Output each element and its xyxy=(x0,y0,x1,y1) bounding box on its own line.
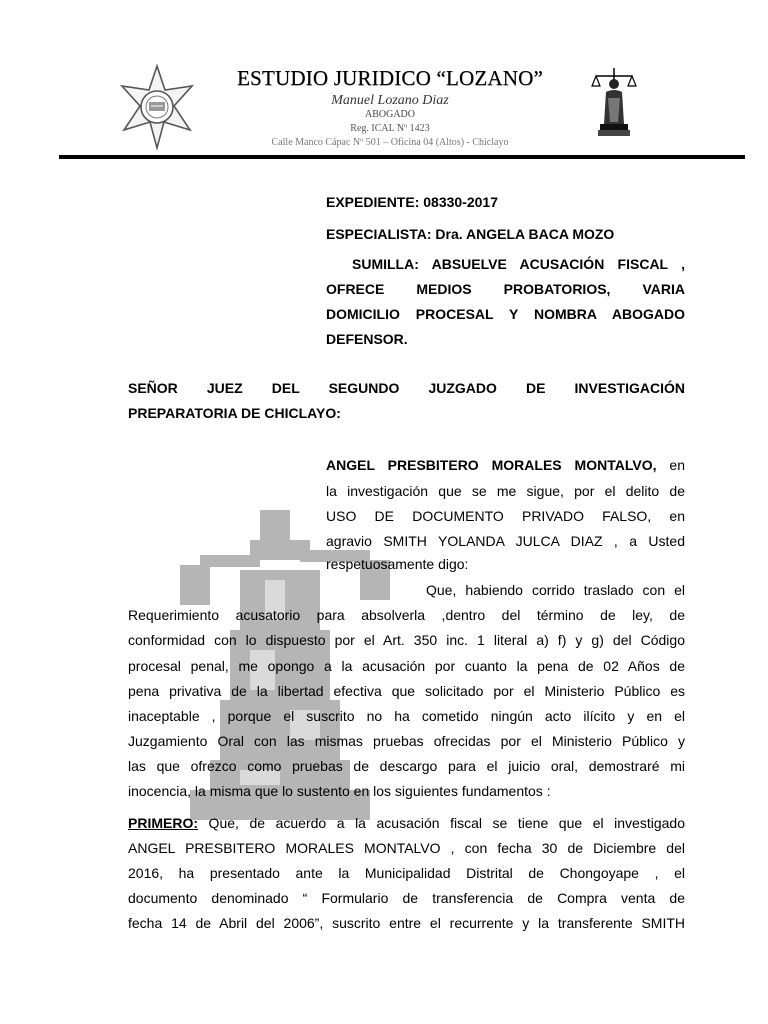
intro-text: en xyxy=(656,457,685,473)
paragraph-line: Juzgamiento Oral con las mismas pruebas ofrecidas por el Ministerio Público y xyxy=(128,733,685,749)
registration-number: Reg. ICAL Nº 1423 xyxy=(350,123,430,134)
paragraph-line: procesal penal, me opongo a la acusación por cuanto la pena de 02 Años de xyxy=(128,658,685,674)
intro-line: respetuosamente digo: xyxy=(326,556,469,572)
addressee-line: SEÑOR JUEZ DEL SEGUNDO JUZGADO DE INVESTIGACIÓN xyxy=(128,380,685,396)
primero-line: fecha 14 de Abril del 2006”, suscrito entre el recurrente y la transferente SMITH xyxy=(128,915,685,931)
paragraph-line: Requerimiento acusatorio para absolverla ,dentro del término de ley, de xyxy=(128,607,685,623)
especialista-name: ESPECIALISTA: Dra. ANGELA BACA MOZO xyxy=(326,226,615,242)
paragraph-line: inocencia, la misma que lo sustento en los siguientes fundamentos : xyxy=(128,783,551,799)
intro-line: la investigación que se me sigue, por el delito de xyxy=(326,483,685,499)
office-address: Calle Manco Cápac Nº 501 – Oficina 04 (Altos) - Chiclayo xyxy=(271,137,509,148)
star-seal-icon xyxy=(118,64,196,150)
primero-line xyxy=(128,813,685,833)
sumilla-line: SUMILLA: ABSUELVE ACUSACIÓN FISCAL , xyxy=(352,256,685,272)
lawyer-name: Manuel Lozano Diaz xyxy=(331,93,449,108)
paragraph-line: pena privativa de la libertad efectiva que solicitado por el Ministerio Público es xyxy=(128,683,685,699)
sumilla-line: DOMICILIO PROCESAL Y NOMBRA ABOGADO xyxy=(326,306,685,322)
paragraph-line: inaceptable , porque el suscrito no ha cometido ningún acto ilícito y en el xyxy=(128,708,685,724)
addressee-line: PREPARATORIA DE CHICLAYO: xyxy=(128,405,341,421)
primero-label: PRIMERO: xyxy=(128,815,198,831)
paragraph-line: Que, habiendo corrido traslado con el xyxy=(426,582,685,598)
primero-line: documento denominado “ Formulario de transferencia de Compra venta de xyxy=(128,890,685,906)
firm-name: ESTUDIO JURIDICO “LOZANO” xyxy=(237,66,543,90)
primero-line: ANGEL PRESBITERO MORALES MONTALVO , con fecha 30 de Diciembre del xyxy=(128,840,685,856)
paragraph-line: las que ofrezco como pruebas de descargo para el juicio oral, demostraré mi xyxy=(128,758,685,774)
primero-line: 2016, ha presentado ante la Municipalidad Distrital de Chongoyape , el xyxy=(128,865,685,881)
sumilla-line: DEFENSOR. xyxy=(326,331,408,347)
intro-line: USO DE DOCUMENTO PRIVADO FALSO, en xyxy=(326,508,685,524)
intro-line xyxy=(326,455,685,475)
intro-line: agravio SMITH YOLANDA JULCA DIAZ , a Usted xyxy=(326,533,685,549)
letterhead-divider xyxy=(59,155,745,159)
sumilla-line: OFRECE MEDIOS PROBATORIOS, VARIA xyxy=(326,281,685,297)
lady-justice-icon xyxy=(590,62,638,138)
paragraph-line: conformidad con lo dispuesto por el Art. 350 inc. 1 literal a) f) y g) del Código xyxy=(128,632,685,648)
defendant-name: ANGEL PRESBITERO MORALES MONTALVO, xyxy=(326,457,657,473)
profession: ABOGADO xyxy=(365,109,415,120)
primero-text: Que, de acuerdo a la acusación fiscal se tiene que el investigado xyxy=(198,815,685,831)
expediente-number: EXPEDIENTE: 08330-2017 xyxy=(326,194,498,210)
